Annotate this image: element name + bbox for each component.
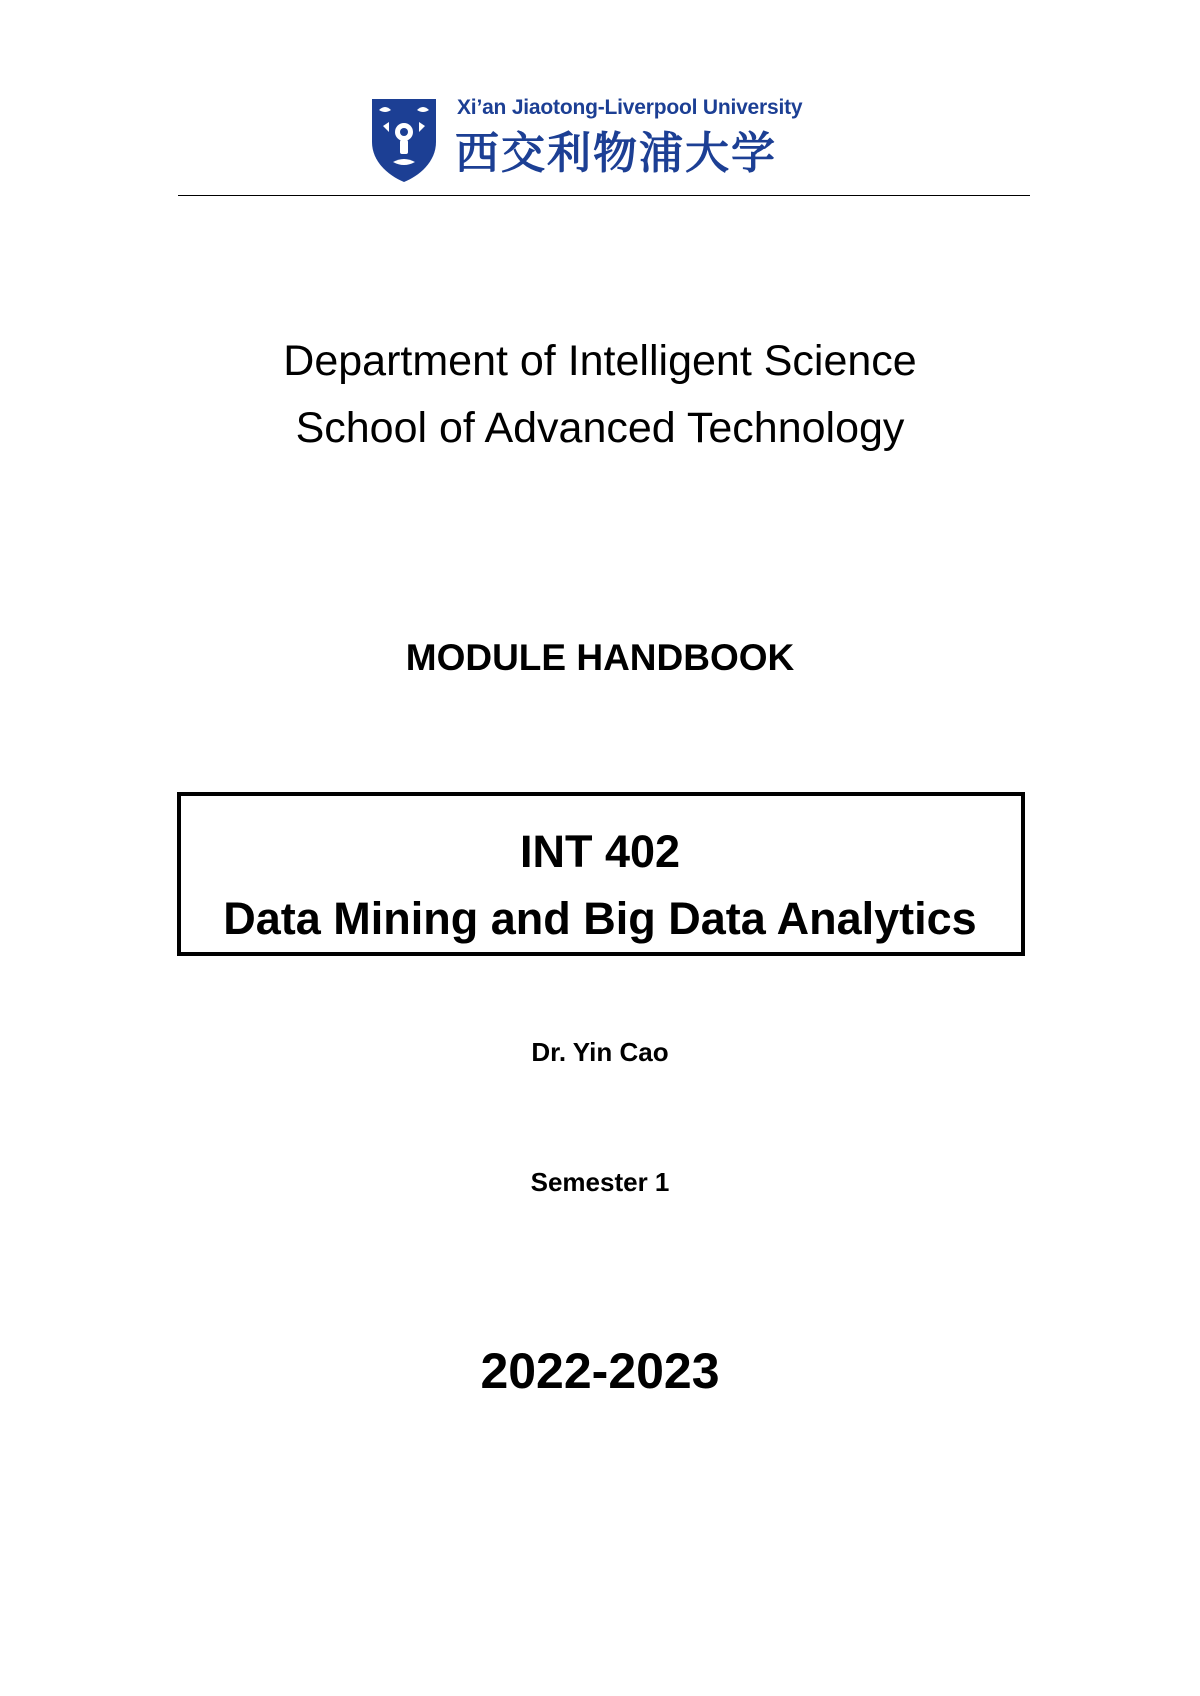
header-divider	[178, 195, 1030, 196]
module-code: INT 402	[519, 826, 681, 877]
university-logo	[369, 96, 849, 184]
lecturer-name: Dr. Yin Cao	[531, 1037, 669, 1067]
semester-label: Semester 1	[530, 1167, 670, 1197]
university-name-chinese: 西交利物浦大学	[455, 128, 777, 179]
module-title: Data Mining and Big Data Analytics	[223, 893, 977, 944]
academic-year: 2022-2023	[480, 1343, 720, 1399]
university-crest-shield-icon	[369, 96, 439, 184]
document-type-heading: MODULE HANDBOOK	[405, 637, 795, 678]
university-name-english: Xi’an Jiaotong-Liverpool University	[457, 96, 803, 119]
school-name: School of Advanced Technology	[295, 404, 905, 452]
department-name: Department of Intelligent Science	[283, 337, 917, 385]
